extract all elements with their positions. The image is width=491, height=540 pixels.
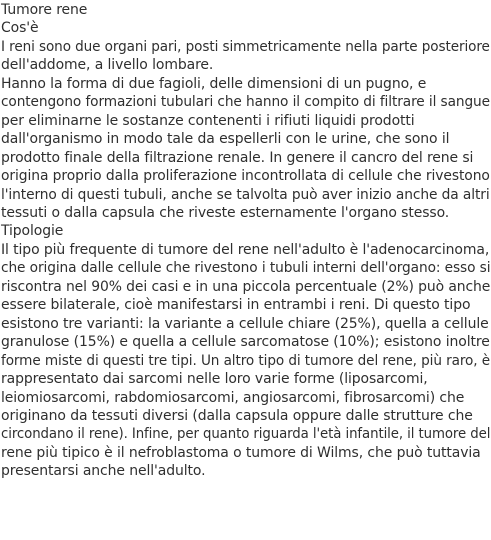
paragraph-line: Hanno la forma di due fagioli, delle dimensioni di un pugno, e (1, 75, 427, 92)
section-heading-cose: Cos'è (1, 20, 39, 37)
paragraph-line: rappresentato dai sarcomi nelle loro varie forme (liposarcomi, (1, 371, 428, 388)
paragraph-line: leiomiosarcomi, rabdomiosarcomi, angiosarcomi, fibrosarcomi) che (1, 389, 465, 406)
document-title: Tumore rene (1, 2, 88, 18)
paragraph-line: prodotto finale della filtrazione renale. In genere il cancro del rene si (1, 149, 474, 166)
paragraph-line: origina proprio dalla proliferazione incontrollata di cellule che rivestono (1, 168, 490, 185)
paragraph-line: originano da tessuti diversi (dalla capsula oppure dalle strutture che (1, 407, 473, 424)
paragraph-line: circondano il rene). Infine, per quanto riguarda l'età infantile, il tumore del (1, 426, 491, 443)
section-cose-paragraph (1, 38, 491, 223)
paragraph-line: granulose (15%) e quella a cellule sarcomatose (10%); esistono inoltre (1, 334, 490, 351)
paragraph-line: essere bilaterale, cioè manifestarsi in entrambi i reni. Di questo tipo (1, 297, 471, 314)
paragraph-line: Il tipo più frequente di tumore del rene nell'adulto è l'adenocarcinoma, (1, 241, 490, 258)
paragraph-line: forme miste di questi tre tipi. Un altro tipo di tumore del rene, più raro, è (1, 352, 491, 369)
paragraph-line: esistono tre varianti: la variante a cellule chiare (25%), quella a cellule (1, 315, 489, 332)
paragraph-line: dell'addome, a livello lombare. (1, 57, 214, 74)
paragraph-line: dall'organismo in modo tale da espellerli con le urine, che sono il (1, 131, 450, 148)
paragraph-line: I reni sono due organi pari, posti simmetricamente nella parte posteriore (1, 38, 490, 55)
paragraph-line: contengono formazioni tubulari che hanno il compito di filtrare il sangue (1, 94, 490, 111)
paragraph-line: l'interno di questi tubuli, anche se talvolta può aver inizio anche da altri (1, 186, 490, 203)
paragraph-line: riscontra nel 90% dei casi e in una piccola percentuale (2%) può anche (1, 278, 491, 295)
section-tipologie-paragraph (1, 241, 491, 481)
paragraph-line: tessuti o dalla capsula che riveste esternamente l'organo stesso. (1, 204, 450, 221)
paragraph-line: rene più tipico è il nefroblastoma o tumore di Wilms, che può tuttavia (1, 444, 481, 461)
paragraph-line: per eliminarne le sostanze contenenti i rifiuti liquidi prodotti (1, 112, 415, 129)
paragraph-line: presentarsi anche nell'adulto. (1, 463, 206, 480)
section-heading-tipologie: Tipologie (1, 223, 64, 240)
paragraph-line: che origina dalle cellule che rivestono i tubuli interni dell'organo: esso si (1, 260, 491, 277)
